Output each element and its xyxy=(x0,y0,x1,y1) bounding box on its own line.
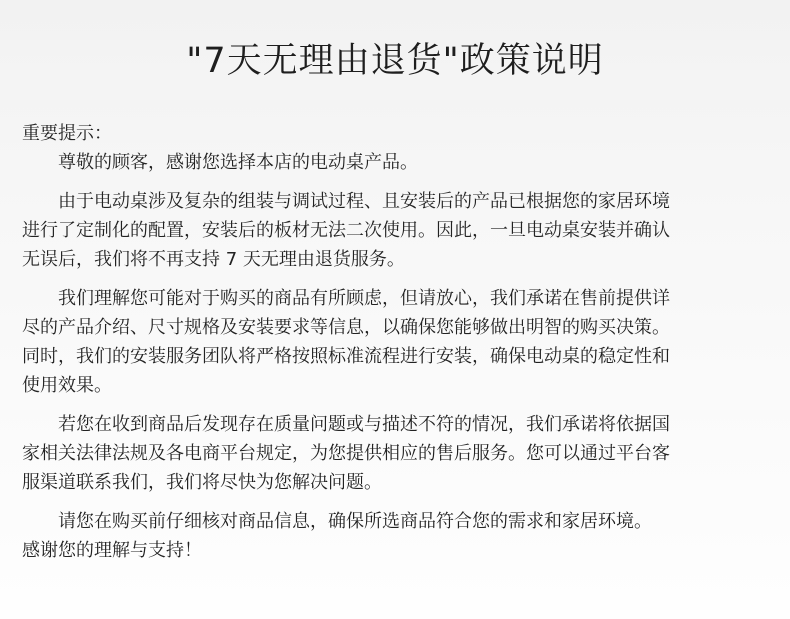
paragraph-line: 进行了定制化的配置，安装后的板材无法二次使用。因此，一旦电动桌安装并确认 xyxy=(22,220,670,241)
paragraph-closing xyxy=(22,507,770,565)
paragraph-line: 感谢您的理解与支持！ xyxy=(22,540,202,561)
paragraph-aftersale xyxy=(22,410,770,497)
paragraph-presale xyxy=(22,284,770,400)
paragraph-line: 无误后，我们将不再支持 7 天无理由退货服务。 xyxy=(22,249,405,270)
notice-heading: 重要提示： xyxy=(22,123,112,144)
paragraph-line: 同时，我们的安装服务团队将严格按照标准流程进行安装，确保电动桌的稳定性和 xyxy=(22,346,670,367)
greeting-line: 尊敬的顾客，感谢您选择本店的电动桌产品。 xyxy=(58,152,418,173)
paragraph-line: 由于电动桌涉及复杂的组装与调试过程、且安装后的产品已根据您的家居环境 xyxy=(58,191,670,212)
paragraph-line: 尽的产品介绍、尺寸规格及安装要求等信息，以确保您能够做出明智的购买决策。 xyxy=(22,317,670,338)
paragraph-installation xyxy=(22,187,770,274)
paragraph-line: 家相关法律法规及各电商平台规定，为您提供相应的售后服务。您可以通过平台客 xyxy=(22,443,670,464)
paragraph-line: 我们理解您可能对于购买的商品有所顾虑，但请放心，我们承诺在售前提供详 xyxy=(58,288,670,309)
page-title: "7天无理由退货"政策说明 xyxy=(186,41,604,81)
paragraph-line: 若您在收到商品后发现存在质量问题或与描述不符的情况，我们承诺将依据国 xyxy=(58,414,670,435)
paragraph-line: 服渠道联系我们，我们将尽快为您解决问题。 xyxy=(22,472,382,493)
policy-content xyxy=(22,119,770,565)
paragraph-line: 请您在购买前仔细核对商品信息，确保所选商品符合您的需求和家居环境。 xyxy=(58,511,652,532)
paragraph-line: 使用效果。 xyxy=(22,375,112,396)
